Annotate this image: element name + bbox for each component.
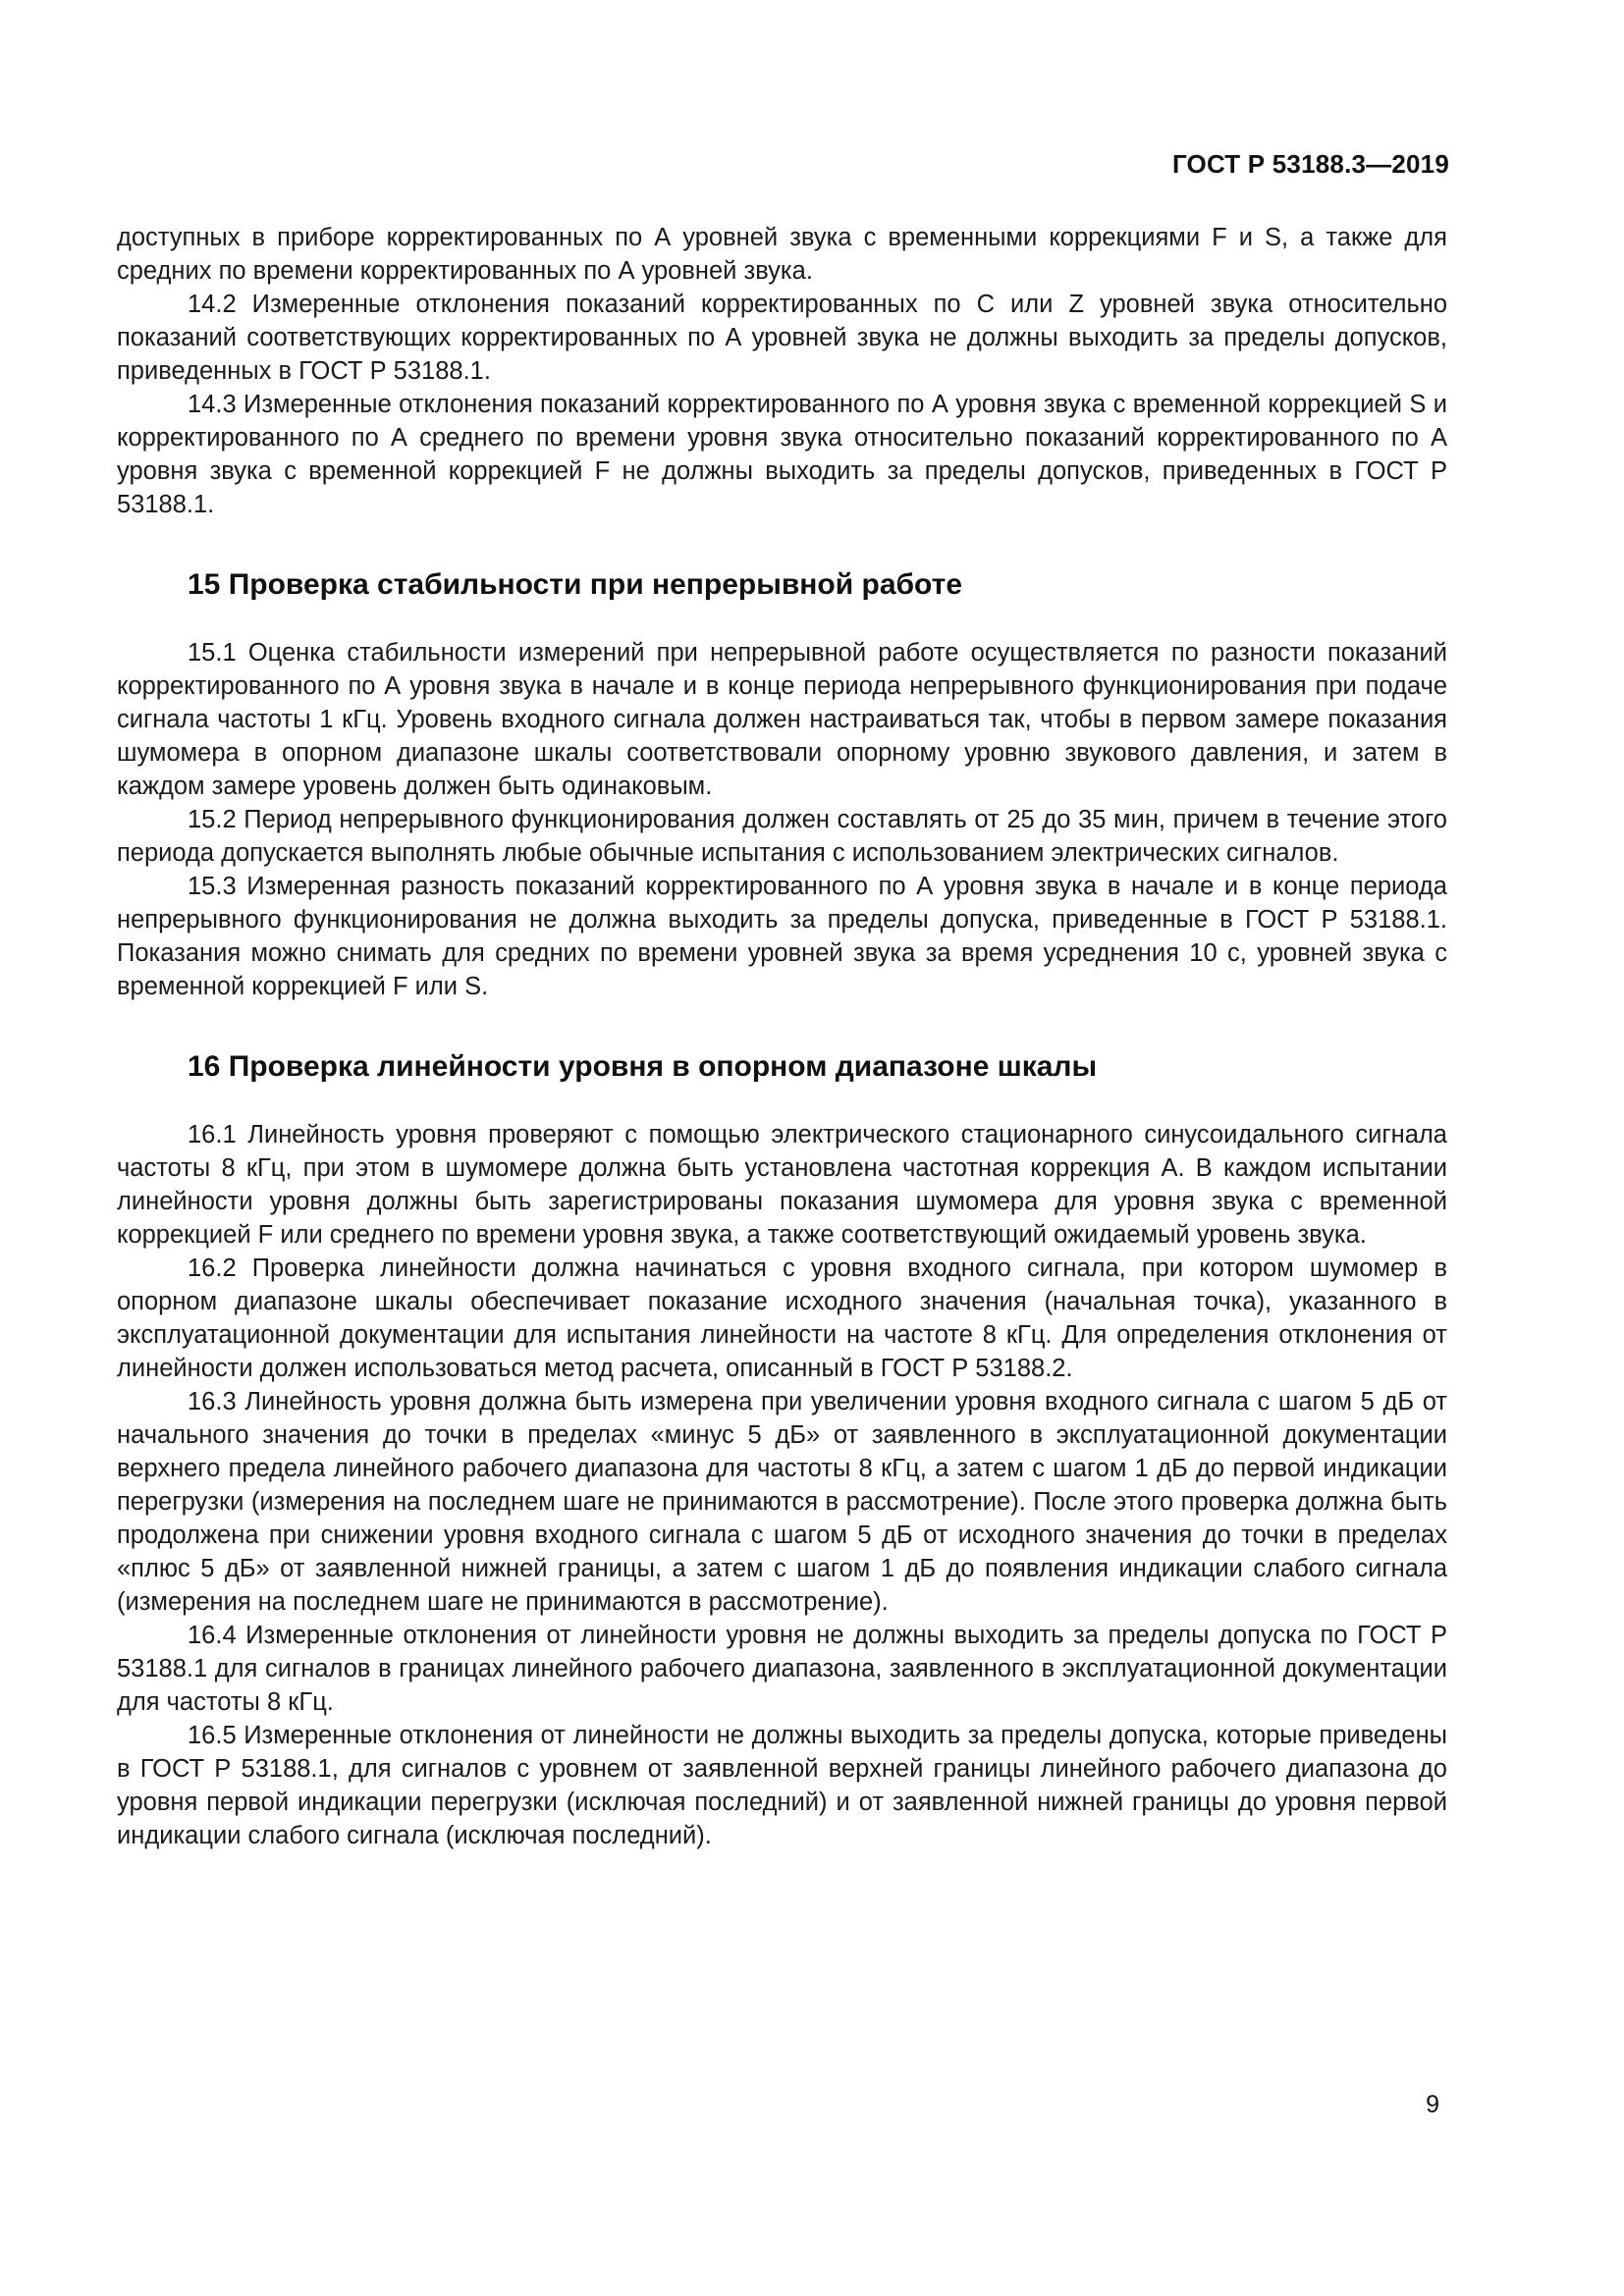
paragraph-15-3: 15.3 Измеренная разность показаний корректированного по А уровня звука в начале и в конце периода непрерывного функционирования не должна выходить за пределы допуска, приведенные в ГОСТ Р 53188.1. Показания можно снимать для средних по времени уровней звука за время усреднения 10 с, уровней звука с временной коррекцией F или S. (117, 873, 1447, 1000)
paragraph-14-3: 14.3 Измеренные отклонения показаний корректированного по А уровня звука с временной коррекцией S и корректированного по А среднего по времени уровня звука относительно показаний корректированного по А уровня звука с временной коррекцией F не должны выходить за пределы допусков, приведенных в ГОСТ Р 53188.1. (117, 391, 1447, 518)
document-code-header: ГОСТ Р 53188.3—2019 (1171, 149, 1449, 179)
paragraph-15-2: 15.2 Период непрерывного функционирования должен составлять от 25 до 35 мин, причем в течение этого периода допускается выполнять любые обычные испытания с использованием электрических сигналов. (117, 806, 1447, 867)
paragraph-16-1: 16.1 Линейность уровня проверяют с помощью электрического стационарного синусоидального сигнала частоты 8 кГц, при этом в шумомере должна быть установлена частотная коррекция А. В каждом испытании линейности уровня должны быть зарегистрированы показания шумомера для уровня звука с временной коррекцией F или среднего по времени уровня звука, а также соответствующий ожидаемый уровень звука. (117, 1121, 1447, 1249)
page-number: 9 (1426, 2091, 1439, 2118)
paragraph-14-2: 14.2 Измеренные отклонения показаний корректированных по С или Z уровней звука относительно показаний соответствующих корректированных по А уровней звука не должны выходить за пределы допусков, приведенных в ГОСТ Р 53188.1. (117, 291, 1447, 385)
continued-paragraph: доступных в приборе корректированных по А уровней звука с временными коррекциями F и S, а также для средних по времени корректированных по А уровней звука. (117, 224, 1447, 285)
paragraph-16-3: 16.3 Линейность уровня должна быть измерена при увеличении уровня входного сигнала с шагом 5 дБ от начального значения до точки в пределах «минус 5 дБ» от заявленного в эксплуатационной документации верхнего предела линейного рабочего диапазона для частоты 8 кГц, а затем с шагом 1 дБ до первой индикации перегрузки (измерения на последнем шаге не принимаются в рассмотрение). После этого проверка должна быть продолжена при снижении уровня входного сигнала с шагом 5 дБ от исходного значения до точки в пределах «плюс 5 дБ» от заявленной нижней границы, а затем с шагом 1 дБ до появления индикации слабого сигнала (измерения на последнем шаге не принимаются в рассмотрение). (117, 1388, 1447, 1616)
section-15-title: 15 Проверка стабильности при непрерывной работе (188, 568, 963, 601)
paragraph-16-4: 16.4 Измеренные отклонения от линейности уровня не должны выходить за пределы допуска по ГОСТ Р 53188.1 для сигналов в границах линейного рабочего диапазона, заявленного в эксплуатационной документации для частоты 8 кГц. (117, 1622, 1447, 1716)
section-16 (117, 1048, 1447, 1852)
section-15 (117, 566, 1447, 1003)
paragraph-16-2: 16.2 Проверка линейности должна начинаться с уровня входного сигнала, при котором шумомер в опорном диапазоне шкалы обеспечивает показание исходного значения (начальная точка), указанного в эксплуатационной документации для испытания линейности на частоте 8 кГц. Для определения отклонения от линейности должен использоваться метод расчета, описанный в ГОСТ Р 53188.2. (117, 1255, 1447, 1382)
section-14-continued (117, 288, 1447, 521)
paragraph-16-5: 16.5 Измеренные отклонения от линейности не должны выходить за пределы допуска, которые приведены в ГОСТ Р 53188.1, для сигналов с уровнем от заявленной верхней границы линейного рабочего диапазона до уровня первой индикации перегрузки (исключая последний) и от заявленной нижней границы до уровня первой индикации слабого сигнала (исключая последний). (117, 1722, 1447, 1849)
section-16-title: 16 Проверка линейности уровня в опорном диапазоне шкалы (188, 1050, 1098, 1083)
page-content (117, 221, 1447, 1852)
paragraph-15-1: 15.1 Оценка стабильности измерений при непрерывной работе осуществляется по разности показаний корректированного по А уровня звука в начале и в конце периода непрерывного функционирования при подаче сигнала частоты 1 кГц. Уровень входного сигнала должен настраиваться так, чтобы в первом замере показания шумомера в опорном диапазоне шкалы соответствовали опорному уровню звукового давления, и затем в каждом замере уровень должен быть одинаковым. (117, 639, 1447, 800)
